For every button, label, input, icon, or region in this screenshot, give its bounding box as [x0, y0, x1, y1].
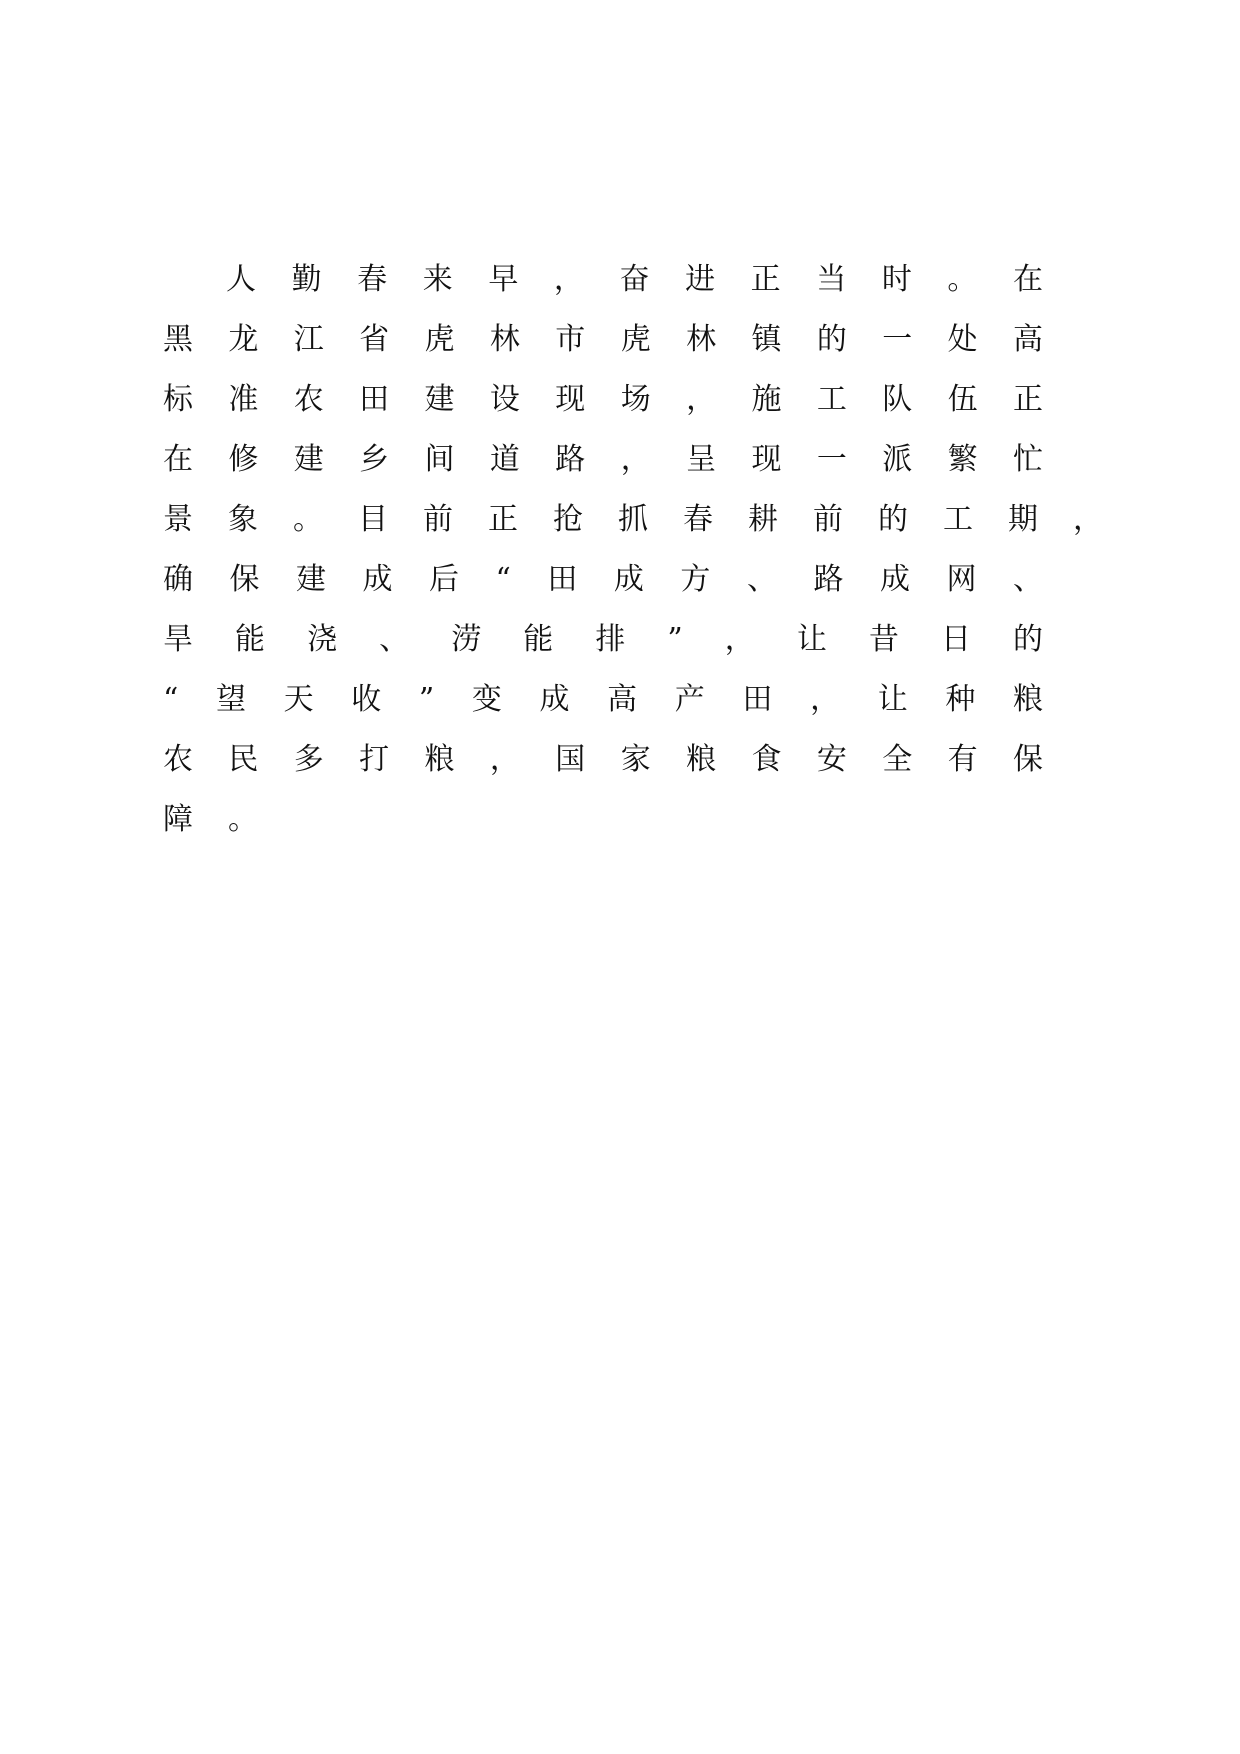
paragraph-line — [163, 618, 1086, 678]
paragraph-line — [163, 798, 1043, 858]
paragraph-line — [163, 738, 1079, 798]
paragraph-line — [163, 318, 1079, 378]
line-text: 黑龙江省虎林市虎林镇的一处高 — [163, 322, 1079, 357]
line-text: 确保建成后“田成方、路成网、 — [163, 562, 1080, 597]
paragraph-line — [163, 378, 1079, 438]
line-text: “望天收”变成高产田，让种粮 — [163, 682, 1081, 717]
line-text: 障。 — [163, 802, 293, 837]
paragraph-line — [163, 438, 1079, 498]
body-paragraph — [163, 258, 1138, 858]
paragraph-line — [163, 558, 1080, 618]
line-text: 旱能浇、涝能排”，让昔日的 — [163, 622, 1086, 657]
line-text: 农民多打粮，国家粮食安全有保 — [163, 742, 1079, 777]
paragraph-line — [163, 258, 1079, 318]
paragraph-line — [163, 498, 1138, 558]
line-text: 人勤春来早，奋进正当时。在 — [226, 262, 1079, 297]
line-text: 标准农田建设现场，施工队伍正 — [163, 382, 1079, 417]
line-text: 景象。目前正抢抓春耕前的工期， — [163, 502, 1138, 537]
paragraph-line — [163, 678, 1081, 738]
line-text: 在修建乡间道路，呈现一派繁忙 — [163, 442, 1079, 477]
